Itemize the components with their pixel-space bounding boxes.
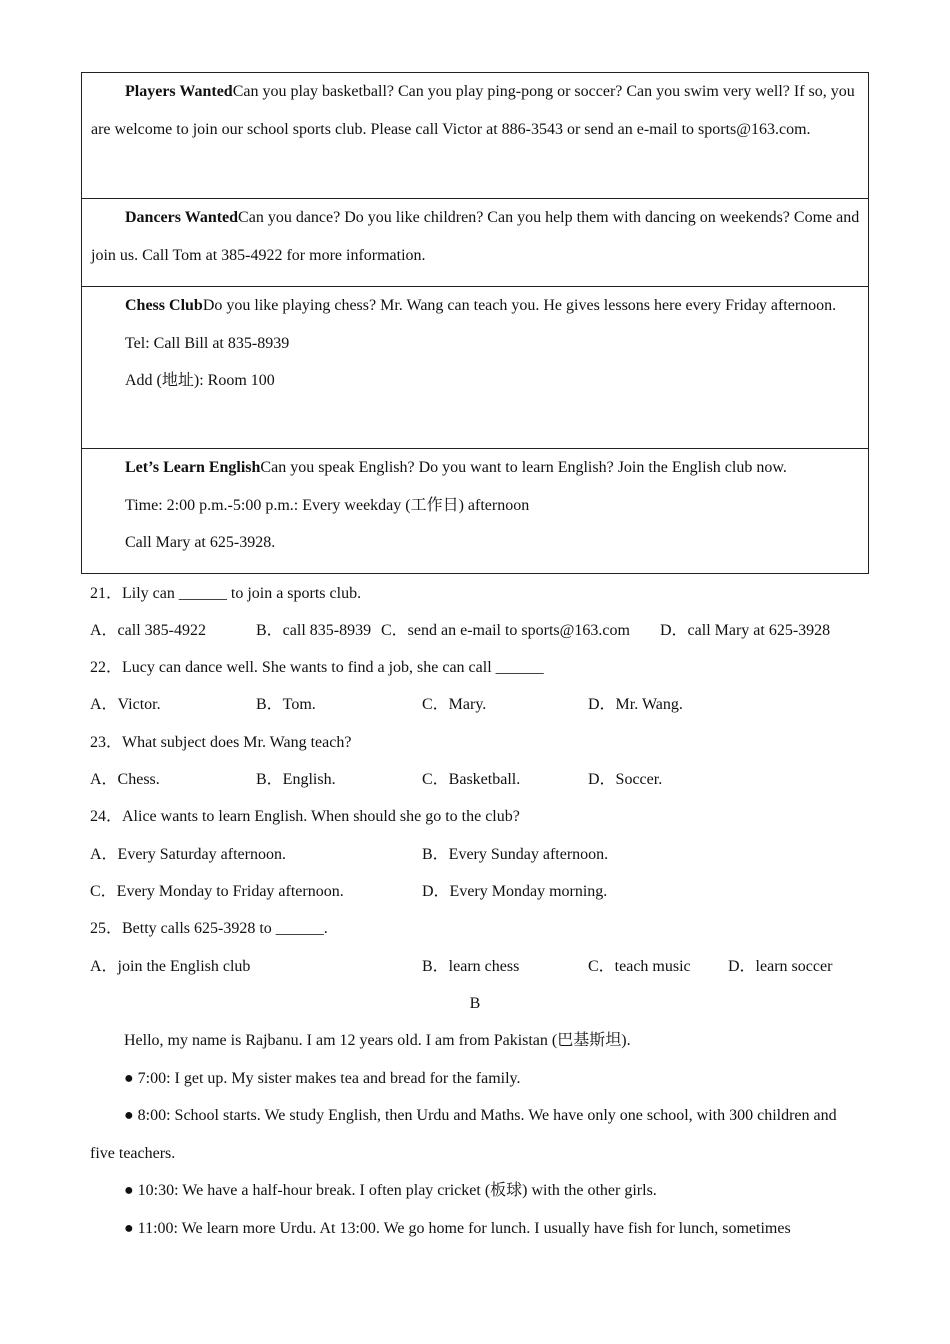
ad-body: Do you like playing chess? Mr. Wang can teach you. He gives lessons here every Friday afternoon. bbox=[202, 297, 837, 314]
option-21-a: A．call 385-4922 bbox=[90, 622, 206, 639]
option-25-d: D．learn soccer bbox=[728, 958, 833, 975]
ad-text bbox=[91, 73, 860, 148]
passage-paragraph: ● 8:00: School starts. We study English, then Urdu and Maths. We have only one school, with 300 children and five teachers. bbox=[90, 1107, 837, 1162]
option-25-a: A．join the English club bbox=[90, 958, 251, 975]
passage-paragraph: ● 10:30: We have a half-hour break. I often play cricket (板球) with the other girls. bbox=[124, 1182, 657, 1199]
option-24-d: D．Every Monday morning. bbox=[422, 883, 608, 900]
ad-tel: Tel: Call Bill at 835-8939 bbox=[125, 334, 290, 352]
question-22: 22．Lucy can dance well. She wants to find a job, she can call ______ bbox=[90, 659, 544, 676]
option-24-c: C．Every Monday to Friday afternoon. bbox=[90, 883, 344, 900]
option-21-d: D．call Mary at 625-3928 bbox=[660, 622, 831, 639]
ad-time: Time: 2:00 p.m.-5:00 p.m.: Every weekday (工作日) afternoon bbox=[125, 496, 530, 514]
passage-paragraph: ● 11:00: We learn more Urdu. At 13:00. We go home for lunch. I usually have fish for lunch, sometimes bbox=[124, 1219, 791, 1237]
option-24-b: B．Every Sunday afternoon. bbox=[422, 846, 609, 863]
ad-players-wanted bbox=[82, 73, 868, 198]
ad-title: Dancers Wanted bbox=[125, 209, 239, 226]
option-23-a: A．Chess. bbox=[90, 771, 160, 788]
option-23-c: C．Basketball. bbox=[422, 771, 521, 788]
ad-learn-english bbox=[82, 448, 868, 573]
ad-contact: Call Mary at 625-3928. bbox=[125, 534, 276, 551]
ad-body: Can you dance? Do you like children? Can you help them with dancing on weekends? Come and join us. Call Tom at 385-4922 for more information. bbox=[91, 209, 860, 264]
passage-paragraph: ● 7:00: I get up. My sister makes tea and bread for the family. bbox=[124, 1069, 521, 1087]
ad-body: Can you play basketball? Can you play ping-pong or soccer? Can you swim very well? If so, you are welcome to join our school sports club. Please call Victor at 886-3543 or send an e-mail to sports@163.com. bbox=[91, 83, 855, 138]
ad-text bbox=[91, 449, 860, 487]
option-23-b: B．English. bbox=[256, 771, 336, 788]
option-22-c: C．Mary. bbox=[422, 696, 487, 713]
ad-address: Add (地址): Room 100 bbox=[125, 372, 275, 389]
section-heading-b: B bbox=[469, 995, 481, 1012]
question-24: 24．Alice wants to learn English. When should she go to the club? bbox=[90, 808, 520, 825]
ads-table bbox=[81, 72, 869, 574]
option-25-b: B．learn chess bbox=[422, 958, 520, 975]
option-22-b: B．Tom. bbox=[256, 696, 316, 713]
option-22-d: D．Mr. Wang. bbox=[588, 696, 683, 713]
ad-dancers-wanted bbox=[82, 198, 868, 286]
option-22-a: A．Victor. bbox=[90, 696, 161, 713]
question-25: 25．Betty calls 625-3928 to ______. bbox=[90, 920, 328, 937]
ad-text bbox=[91, 287, 860, 325]
option-24-a: A．Every Saturday afternoon. bbox=[90, 846, 286, 863]
ad-text bbox=[91, 199, 860, 274]
passage-paragraph: Hello, my name is Rajbanu. I am 12 years old. I am from Pakistan (巴基斯坦). bbox=[124, 1032, 631, 1049]
ad-title: Players Wanted bbox=[125, 83, 233, 100]
option-21-b: B．call 835-8939 bbox=[256, 622, 372, 639]
ad-chess-club bbox=[82, 286, 868, 448]
question-21: 21．Lily can ______ to join a sports club. bbox=[90, 585, 362, 602]
option-23-d: D．Soccer. bbox=[588, 771, 663, 788]
question-23: 23．What subject does Mr. Wang teach? bbox=[90, 734, 352, 751]
ad-title: Chess Club bbox=[125, 297, 203, 314]
ad-title: Let’s Learn English bbox=[125, 459, 261, 476]
option-21-c: C．send an e-mail to sports@163.com bbox=[381, 622, 630, 639]
option-25-c: C．teach music bbox=[588, 958, 691, 975]
passage-b bbox=[90, 1022, 860, 1247]
ad-body: Can you speak English? Do you want to learn English? Join the English club now. bbox=[260, 459, 787, 476]
